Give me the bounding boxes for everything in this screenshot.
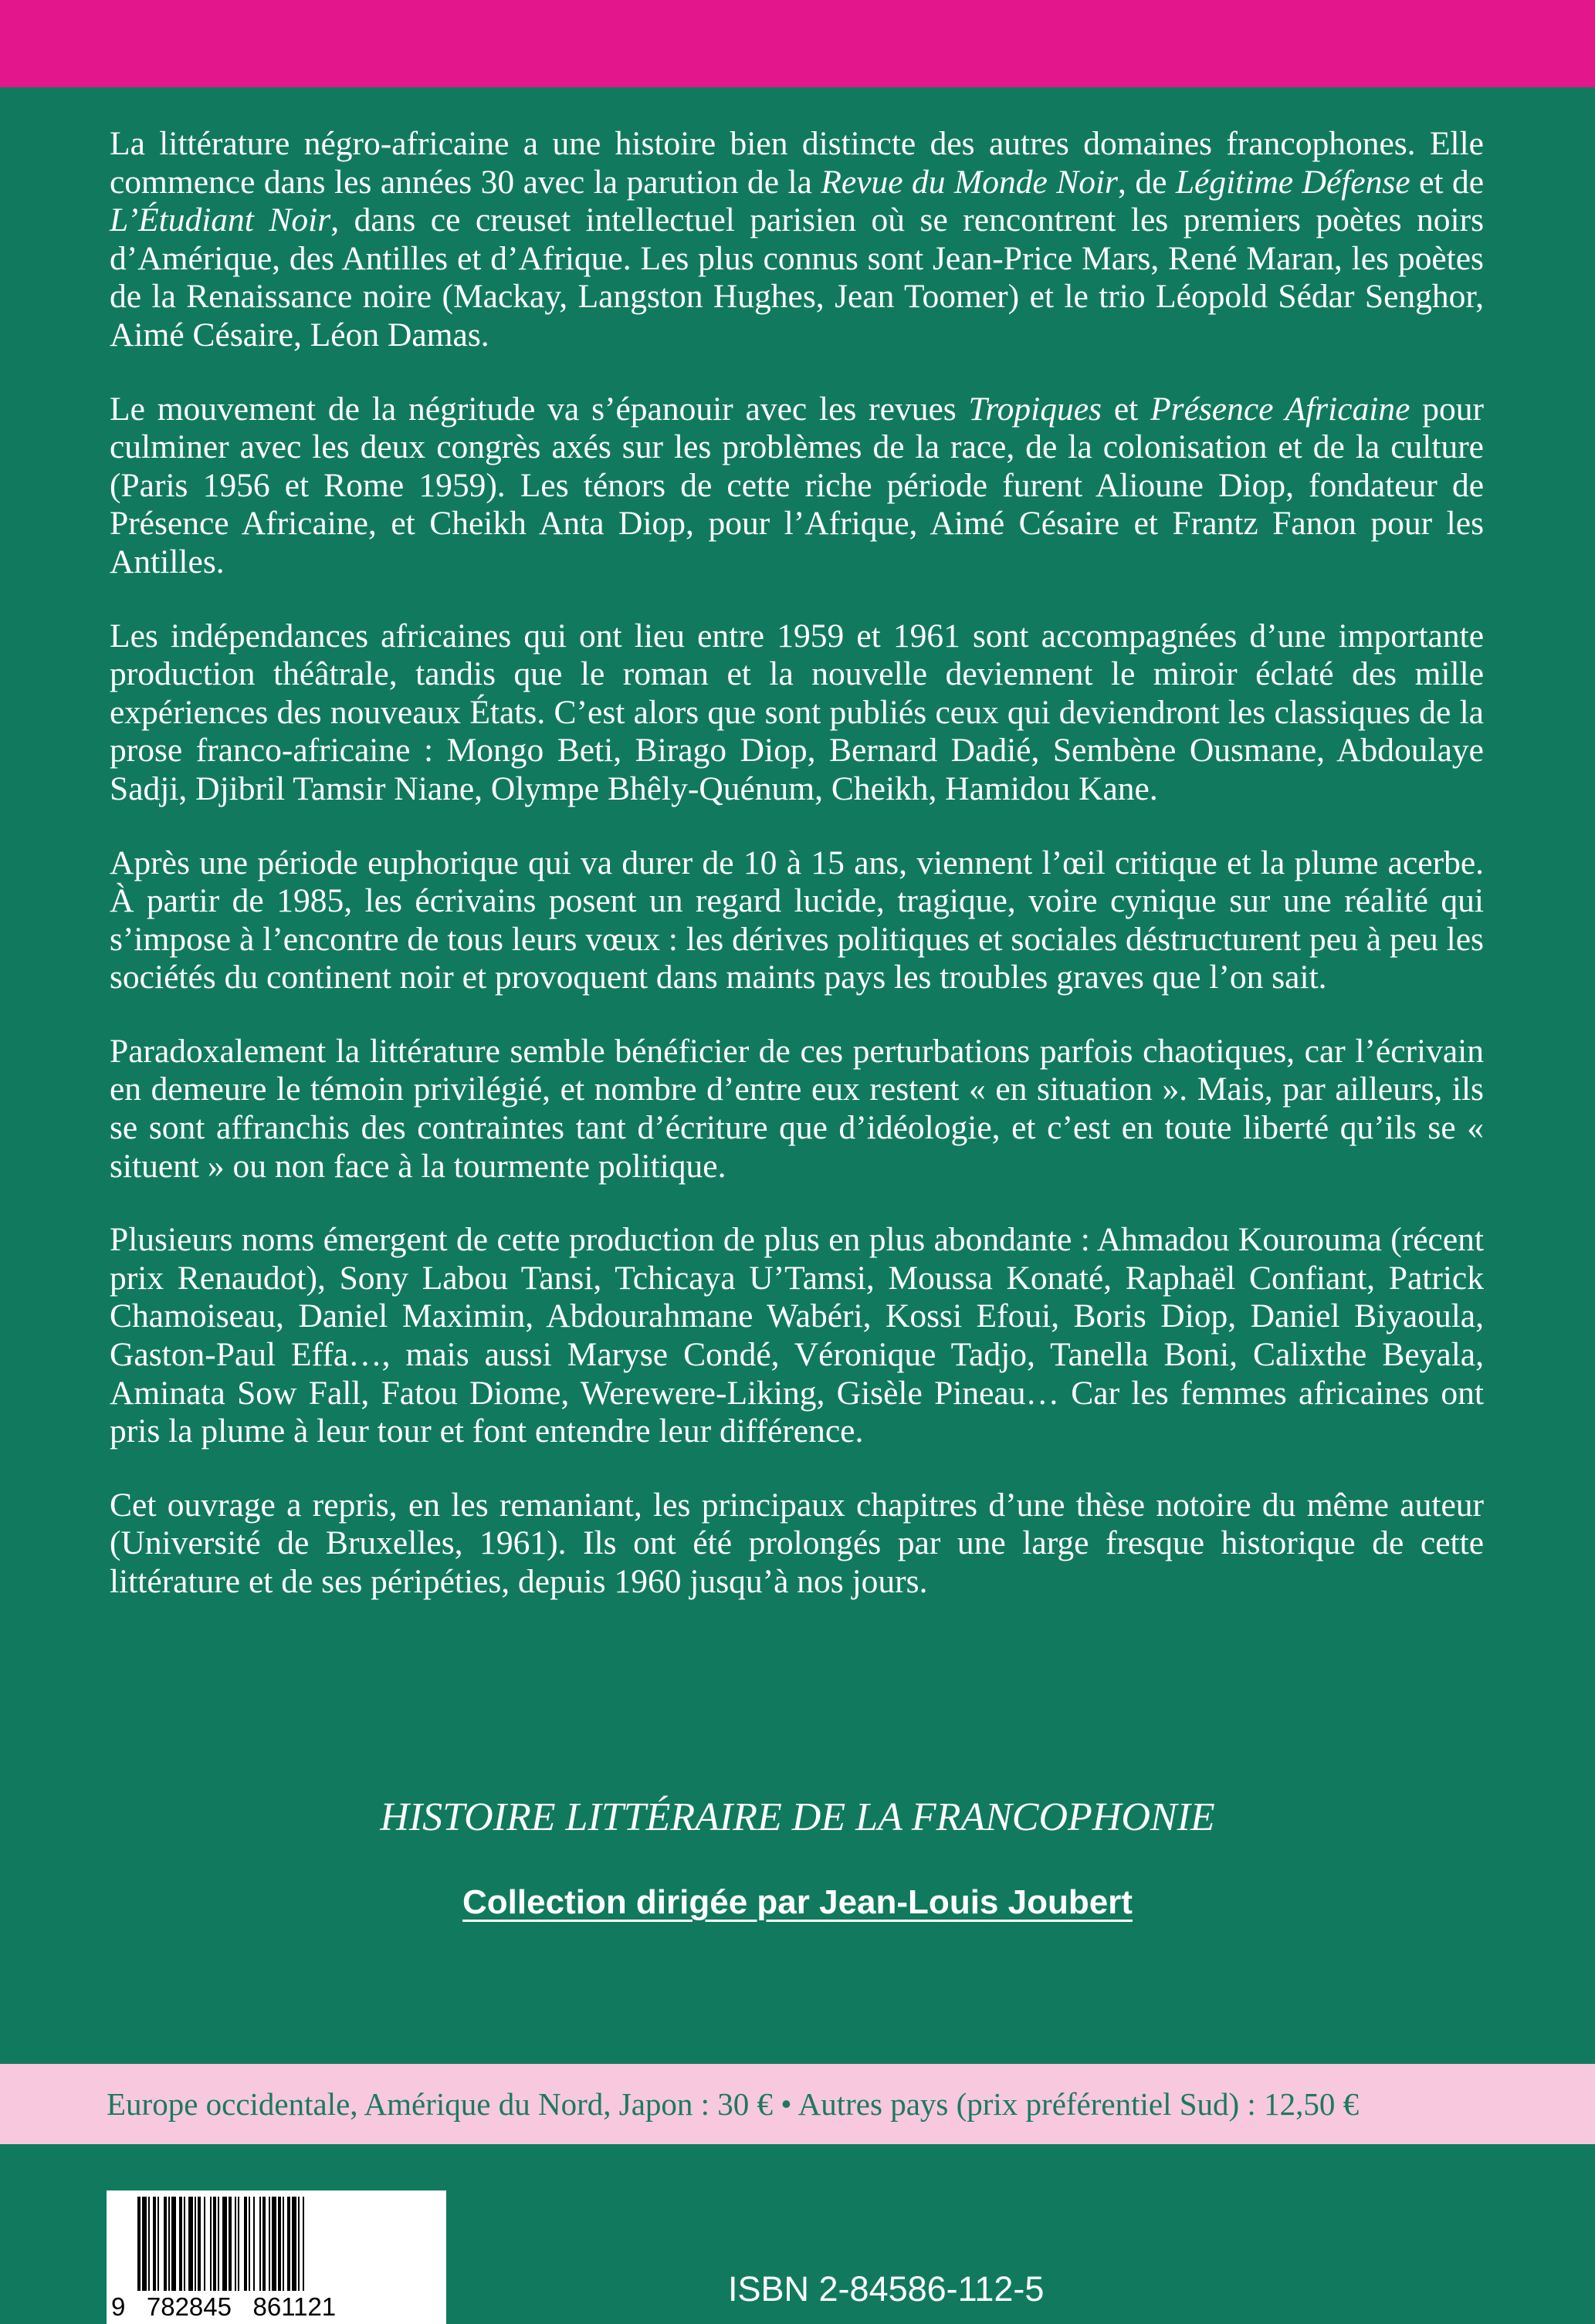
barcode-bar [278, 2197, 281, 2291]
paragraph-6: Plusieurs noms émergent de cette production de plus en plus abondante : Ahmadou Kourouma (récent prix Renaudot), Sony Labou Tansi, Tchicaya U’Tamsi, Moussa Konaté, Raphaël Confiant, Patrick Chamoiseau, Daniel Maximin, Abdourahmane Wabéri, Kossi Efoui, Boris Diop, Daniel Biyaoula, Gaston-Paul Effa…, mais aussi Maryse Condé, Véronique Tadjo, Tanella Boni, Calixthe Beyala, Aminata Sow Fall, Fatou Diome, Werewere-Liking, Gisèle Pineau… Car les femmes africaines ont pris la plume à leur tour et font entendre leur différence. [110, 1221, 1484, 1450]
barcode-bar [259, 2197, 261, 2291]
barcode-bar [269, 2197, 270, 2291]
barcode-bar [153, 2197, 156, 2291]
barcode-bar [253, 2197, 255, 2291]
barcode-bar [168, 2197, 170, 2291]
barcode [107, 2190, 446, 2324]
barcode-bar [157, 2197, 159, 2291]
collection-title: HISTOIRE LITTÉRAIRE DE LA FRANCOPHONIE [380, 1795, 1215, 1839]
barcode-graphic [107, 2190, 446, 2324]
barcode-bar [244, 2197, 247, 2291]
barcode-bar [210, 2197, 212, 2291]
barcode-bar [195, 2197, 196, 2291]
barcode-bar [179, 2197, 182, 2291]
barcode-bar [238, 2197, 239, 2291]
paragraph-7: Cet ouvrage a repris, en les remaniant, les principaux chapitres d’une thèse notoire du même auteur (Université de Bruxelles, 1961). Ils ont été prolongés par une large fresque historique de cette littérature et de ses péripéties, depuis 1960 jusqu’à nos jours. [110, 1486, 1484, 1600]
barcode-bar [235, 2197, 236, 2291]
barcode-bar [188, 2197, 193, 2291]
barcode-bar [287, 2197, 290, 2291]
paragraph-2: Le mouvement de la négritude va s’épanouir avec les revues Tropiques et Présence Africaine pour culminer avec les deux congrès axés sur les problèmes de la race, de la colonisation et de la culture (Paris 1956 et Rome 1959). Les ténors de cette riche période furent Alioune Diop, fondateur de Présence Africaine, et Cheikh Anta Diop, pour l’Afrique, Aimé Césaire et Frantz Fanon pour les Antilles. [110, 390, 1484, 580]
barcode-bar [262, 2197, 266, 2291]
barcode-bar [137, 2197, 141, 2291]
paragraph-3: Les indépendances africaines qui ont lieu entre 1959 et 1961 sont accompagnées d’une importante production théâtrale, tandis que le roman et la nouvelle deviennent le miroir éclaté des mille expériences des nouveaux États. C’est alors que sont publiés ceux qui deviendront les classiques de la prose franco-africaine : Mongo Beti, Birago Diop, Bernard Dadié, Sembène Ousmane, Abdoulaye Sadji, Djibril Tamsir Niane, Olympe Bhêly-Quénum, Cheikh, Hamidou Kane. [110, 617, 1484, 807]
barcode-bar [222, 2197, 227, 2291]
barcode-bar [148, 2197, 150, 2291]
barcode-bar [198, 2197, 201, 2291]
barcode-bar [303, 2197, 304, 2291]
paragraph-4: Après une période euphorique qui va durer de 10 à 15 ans, viennent l’œil critique et la plume acerbe. À partir de 1985, les écrivains posent un regard lucide, tragique, voire cynique sur une réalité qui s’impose à l’encontre de tous leurs vœux : les dérives politiques et sociales déstructurent peu à peu les sociétés du continent noir et provoquent dans maints pays les troubles graves que l’on sait. [110, 844, 1484, 996]
barcode-bar [171, 2197, 176, 2291]
barcode-bar [142, 2197, 147, 2291]
barcode-bar [249, 2197, 250, 2291]
back-cover-text [110, 125, 1484, 1637]
barcode-bar [272, 2197, 276, 2291]
barcode-digits: 9 782845 861121 [111, 2292, 337, 2321]
isbn-number: ISBN 2-84586-112-5 [728, 2269, 1045, 2309]
barcode-bar [218, 2197, 219, 2291]
barcode-bar [164, 2197, 167, 2291]
barcode-bar [204, 2197, 205, 2291]
barcode-bar [298, 2197, 300, 2291]
paragraph-5: Paradoxalement la littérature semble bénéficier de ces perturbations parfois chaotiques, car l’écrivain en demeure le témoin privilégié, et nombre d’entre eux restent « en situation ». Mais, par ailleurs, ils se sont affranchis des contraintes tant d’écriture que d’idéologie, et c’est en toute liberté qu’ils se « situent » ou non face à la tourmente politique. [110, 1032, 1484, 1185]
barcode-bar [292, 2197, 296, 2291]
barcode-bar [184, 2197, 185, 2291]
top-color-band [0, 0, 1595, 87]
barcode-bar [283, 2197, 284, 2291]
barcode-bar [213, 2197, 216, 2291]
paragraph-1: La littérature négro-africaine a une histoire bien distincte des autres domaines francophones. Elle commence dans les années 30 avec la parution de la Revue du Monde Noir, de Légitime Défense et de L’Étudiant Noir, dans ce creuset intellectuel parisien où se rencontrent les premiers poètes noirs d’Amérique, des Antilles et d’Afrique. Les plus connus sont Jean-Price Mars, René Maran, les poètes de la Renaissance noire (Mackay, Langston Hughes, Jean Toomer) et le trio Léopold Sédar Senghor, Aimé Césaire, Léon Damas. [110, 125, 1485, 354]
barcode-bar [229, 2197, 232, 2291]
price-line: Europe occidentale, Amérique du Nord, Japon : 30 € • Autres pays (prix préférentiel Sud) : 12,50 € [107, 2086, 1360, 2122]
collection-director: Collection dirigée par Jean-Louis Joubert [462, 1883, 1133, 1921]
